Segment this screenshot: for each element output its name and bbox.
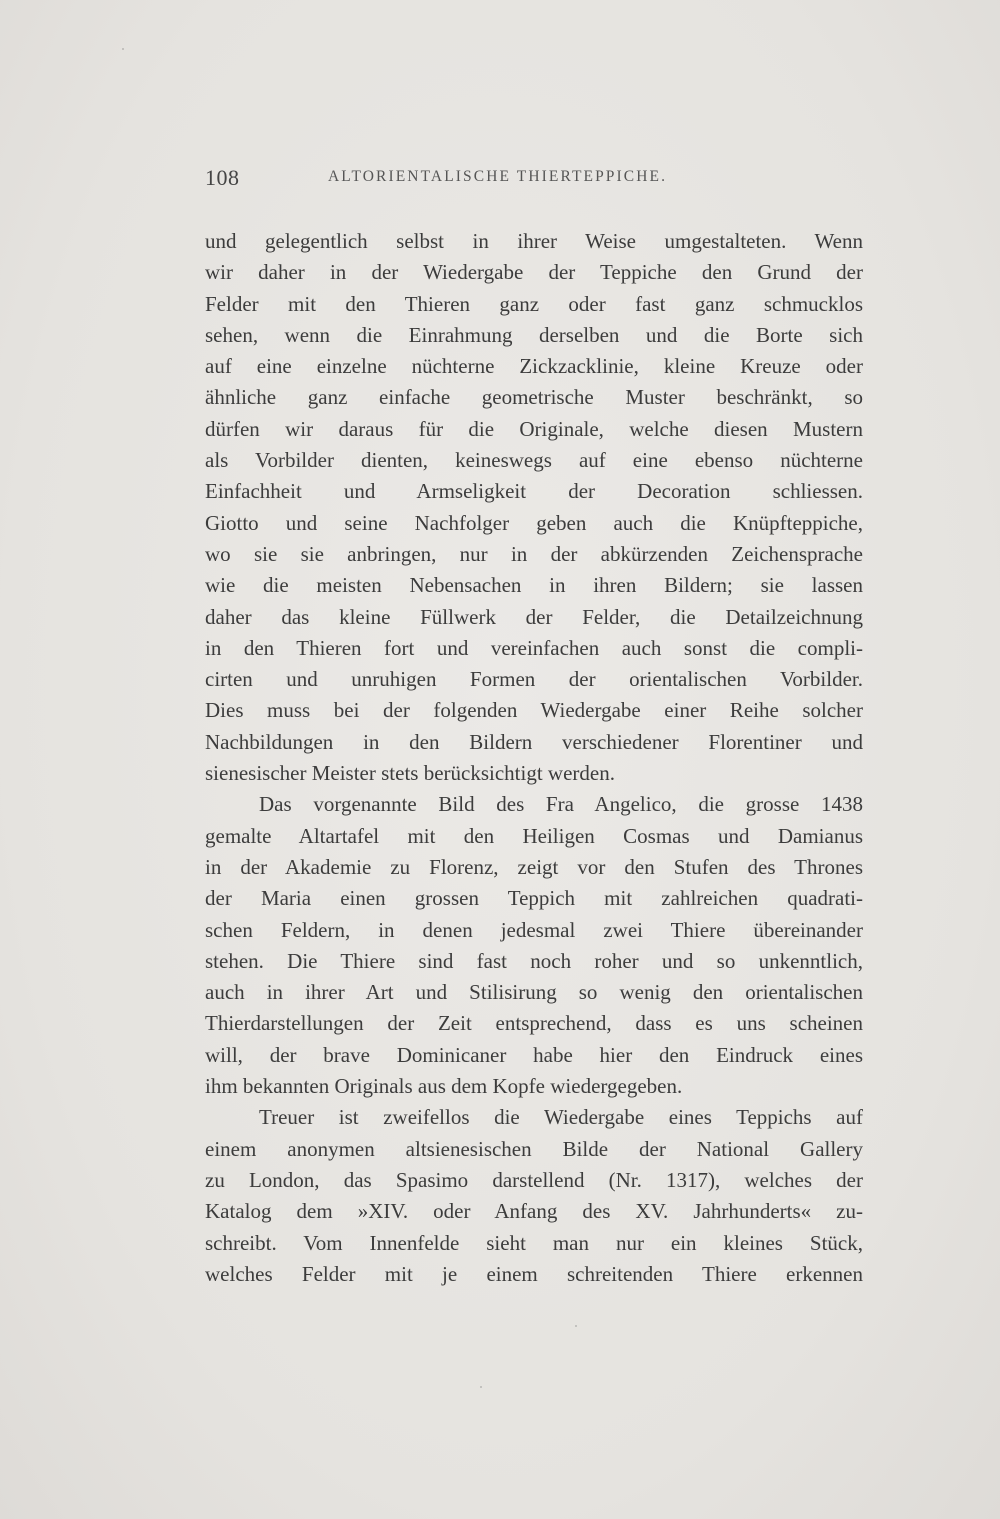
text-line: in den Thieren fort und vereinfachen auch sonst die compli- xyxy=(205,635,863,660)
page-number: 108 xyxy=(205,165,240,190)
text-line: der Maria einen grossen Teppich mit zahlreichen quadrati- xyxy=(205,886,863,911)
text-line: Nachbildungen in den Bildern verschiedener Florentiner und xyxy=(205,729,863,754)
text-line: Giotto und seine Nachfolger geben auch die Knüpfteppiche, xyxy=(205,510,863,535)
running-title: ALTORIENTALISCHE THIERTEPPICHE. xyxy=(328,168,668,185)
paper-speck xyxy=(575,1325,577,1327)
text-line: sehen, wenn die Einrahmung derselben und die Borte sich xyxy=(205,322,863,347)
text-line: einem anonymen altsienesischen Bilde der National Gallery xyxy=(205,1136,863,1161)
text-line: Dies muss bei der folgenden Wiedergabe einer Reihe solcher xyxy=(205,698,863,723)
text-line: Katalog dem »XIV. oder Anfang des XV. Jahrhunderts« zu- xyxy=(205,1199,863,1224)
text-line: ähnliche ganz einfache geometrische Muster beschränkt, so xyxy=(205,385,863,410)
text-line: gemalte Altartafel mit den Heiligen Cosmas und Damianus xyxy=(205,823,863,848)
text-line: zu London, das Spasimo darstellend (Nr. 1317), welches der xyxy=(205,1167,863,1192)
text-line: Treuer ist zweifellos die Wiedergabe eines Teppichs auf xyxy=(259,1105,863,1130)
text-line: Das vorgenannte Bild des Fra Angelico, die grosse 1438 xyxy=(259,792,863,817)
text-line: und gelegentlich selbst in ihrer Weise umgestalteten. Wenn xyxy=(205,229,863,253)
text-line: wo sie sie anbringen, nur in der abkürzenden Zeichensprache xyxy=(205,541,863,566)
running-head xyxy=(205,165,865,195)
text-line: wie die meisten Nebensachen in ihren Bildern; sie lassen xyxy=(205,573,863,598)
text-line: Felder mit den Thieren ganz oder fast ganz schmucklos xyxy=(205,291,863,316)
paper-speck xyxy=(480,1386,482,1388)
text-line: als Vorbilder dienten, keineswegs auf eine ebenso nüchterne xyxy=(205,448,863,473)
text-line: auf eine einzelne nüchterne Zickzacklinie, kleine Kreuze oder xyxy=(205,354,863,379)
text-line: schen Feldern, in denen jedesmal zwei Thiere übereinander xyxy=(205,917,863,942)
text-line: daher das kleine Füllwerk der Felder, die Detailzeichnung xyxy=(205,604,863,629)
text-line: in der Akademie zu Florenz, zeigt vor den Stufen des Thrones xyxy=(205,854,863,879)
text-line: wir daher in der Wiedergabe der Teppiche den Grund der xyxy=(205,260,863,285)
body-text xyxy=(205,226,863,1290)
text-line: ihm bekannten Originals aus dem Kopfe wiedergegeben. xyxy=(205,1074,683,1099)
text-line: cirten und unruhigen Formen der orientalischen Vorbilder. xyxy=(205,667,863,692)
text-line: dürfen wir daraus für die Originale, welche diesen Mustern xyxy=(205,416,863,441)
text-line: will, der brave Dominicaner habe hier den Eindruck eines xyxy=(205,1042,863,1067)
text-line: sienesischer Meister stets berücksichtigt werden. xyxy=(205,761,615,786)
text-line: welches Felder mit je einem schreitenden Thiere erkennen xyxy=(205,1261,863,1286)
text-line: Einfachheit und Armseligkeit der Decoration schliessen. xyxy=(205,479,863,504)
text-line: Thierdarstellungen der Zeit entsprechend, dass es uns scheinen xyxy=(205,1011,863,1036)
text-line: stehen. Die Thiere sind fast noch roher und so unkenntlich, xyxy=(205,948,863,973)
paper-speck xyxy=(122,48,124,50)
text-line: auch in ihrer Art und Stilisirung so wenig den orientalischen xyxy=(205,980,863,1005)
text-line: schreibt. Vom Innenfelde sieht man nur ein kleines Stück, xyxy=(205,1230,863,1255)
